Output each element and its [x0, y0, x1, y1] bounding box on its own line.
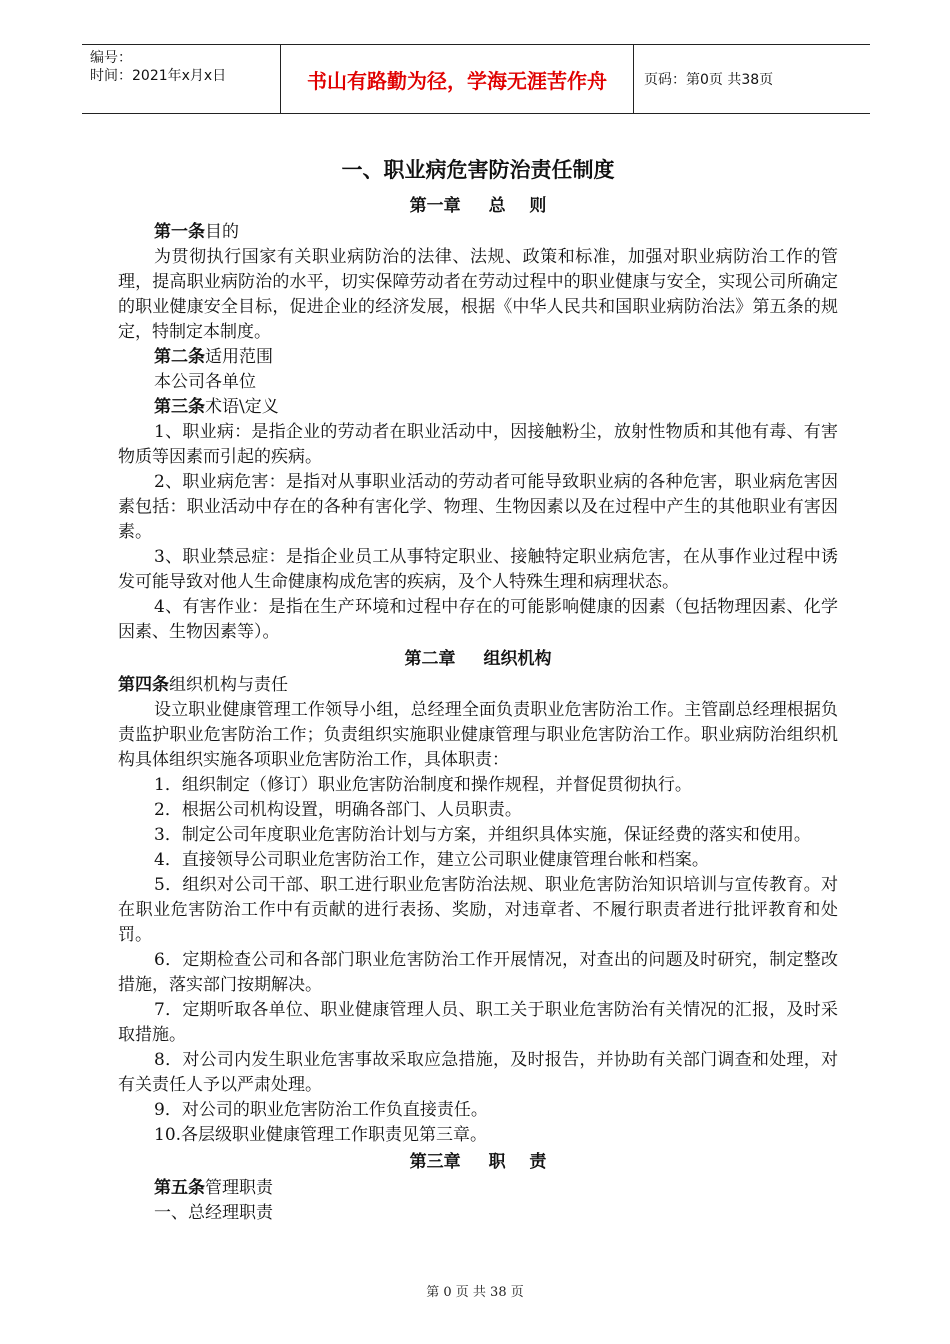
page-header — [82, 44, 870, 114]
chapter-1-heading — [118, 192, 838, 220]
document-body — [118, 150, 838, 1226]
duty-item: 1．组织制定（修订）职业危害防治制度和操作规程，并督促贯彻执行。 — [154, 775, 692, 795]
page-footer: 第 0 页 共 38 页 — [426, 1285, 524, 1300]
definition-item: 1、职业病：是指企业的劳动者在职业活动中，因接触粉尘，放射性物质和其他有毒、有害物质等因素而引起的疾病。 — [118, 422, 838, 467]
chapter-2-heading — [118, 645, 838, 673]
chapter-3-name: 职 责 — [488, 1152, 547, 1172]
article-5-name: 管理职责 — [205, 1178, 273, 1198]
article-1-heading — [118, 220, 838, 245]
article-3-heading — [118, 395, 838, 420]
article-5-number: 第五条 — [154, 1178, 205, 1198]
definition-item: 3、职业禁忌症：是指企业员工从事特定职业、接触特定职业病危害，在从事作业过程中诱发可能导致对他人生命健康构成危害的疾病，及个人特殊生理和病理状态。 — [118, 547, 838, 592]
chapter-3-number: 第三章 — [409, 1152, 461, 1172]
article-1-text: 为贯彻执行国家有关职业病防治的法律、法规、政策和标准，加强对职业病防治工作的管理，提高职业病防治的水平，切实保障劳动者在劳动过程中的职业健康与安全，实现公司所确定的职业健康安全目标，促进企业的经济发展，根据《中华人民共和国职业病防治法》第五条的规定，特制定本制度。 — [118, 247, 838, 342]
definition-item: 2、职业病危害：是指对从事职业活动的劳动者可能导致职业病的各种危害，职业病危害因素包括：职业活动中存在的各种有害化学、物理、生物因素以及在过程中产生的其他职业有害因素。 — [118, 472, 838, 542]
article-1-number: 第一条 — [154, 222, 205, 242]
article-2-heading — [118, 345, 838, 370]
chapter-1-name: 总 则 — [488, 196, 547, 216]
article-4-number: 第四条 — [118, 675, 169, 695]
definition-item: 4、有害作业：是指在生产环境和过程中存在的可能影响健康的因素（包括物理因素、化学因素、生物因素等）。 — [118, 597, 838, 642]
article-1-name: 目的 — [205, 222, 239, 242]
article-5-subheading: 一、总经理职责 — [154, 1203, 273, 1223]
document-title: 一、职业病危害防治责任制度 — [341, 157, 615, 182]
duty-item: 2．根据公司机构设置，明确各部门、人员职责。 — [154, 800, 522, 820]
duty-item: 10.各层级职业健康管理工作职责见第三章。 — [154, 1125, 488, 1145]
article-4-intro: 设立职业健康管理工作领导小组，总经理全面负责职业危害防治工作。主管副总经理根据负责监护职业危害防治工作；负责组织实施职业健康管理与职业危害防治工作。职业病防治组织机构具体组织实施各项职业危害防治工作，具体职责： — [118, 700, 838, 770]
article-2-number: 第二条 — [154, 347, 205, 367]
article-5-heading — [118, 1176, 838, 1201]
article-4-heading — [118, 673, 838, 698]
duty-item: 5．组织对公司干部、职工进行职业危害防治法规、职业危害防治知识培训与宣传教育。对在职业危害防治工作中有贡献的进行表扬、奖励，对违章者、不履行职责者进行批评教育和处罚。 — [118, 875, 838, 945]
chapter-2-number: 第二章 — [404, 649, 456, 669]
duty-item: 4．直接领导公司职业危害防治工作，建立公司职业健康管理台帐和档案。 — [154, 850, 709, 870]
article-3-name: 术语\定义 — [205, 397, 279, 417]
article-4-name: 组织机构与责任 — [169, 675, 288, 695]
header-meta — [82, 45, 281, 113]
duty-item: 3．制定公司年度职业危害防治计划与方案，并组织具体实施，保证经费的落实和使用。 — [154, 825, 811, 845]
article-2-name: 适用范围 — [205, 347, 273, 367]
chapter-2-name: 组织机构 — [483, 649, 552, 669]
header-page-info: 页码：第0页 共38页 — [644, 72, 774, 88]
duty-item: 8．对公司内发生职业危害事故采取应急措施，及时报告，并协助有关部门调查和处理，对有关责任人予以严肃处理。 — [118, 1050, 838, 1095]
header-motto: 书山有路勤为径，学海无涯苦作舟 — [281, 45, 634, 113]
duty-item: 9．对公司的职业危害防治工作负直接责任。 — [154, 1100, 488, 1120]
duty-item: 6．定期检查公司和各部门职业危害防治工作开展情况，对查出的问题及时研究，制定整改措施，落实部门按期解决。 — [118, 950, 838, 995]
duty-item: 7．定期听取各单位、职业健康管理人员、职工关于职业危害防治有关情况的汇报，及时采取措施。 — [118, 1000, 838, 1045]
chapter-3-heading — [118, 1148, 838, 1176]
chapter-1-number: 第一章 — [409, 196, 461, 216]
time-label: 时间：2021年x月x日 — [90, 68, 227, 84]
number-label: 编号： — [90, 50, 132, 66]
article-2-text: 本公司各单位 — [154, 372, 256, 392]
article-3-number: 第三条 — [154, 397, 205, 417]
